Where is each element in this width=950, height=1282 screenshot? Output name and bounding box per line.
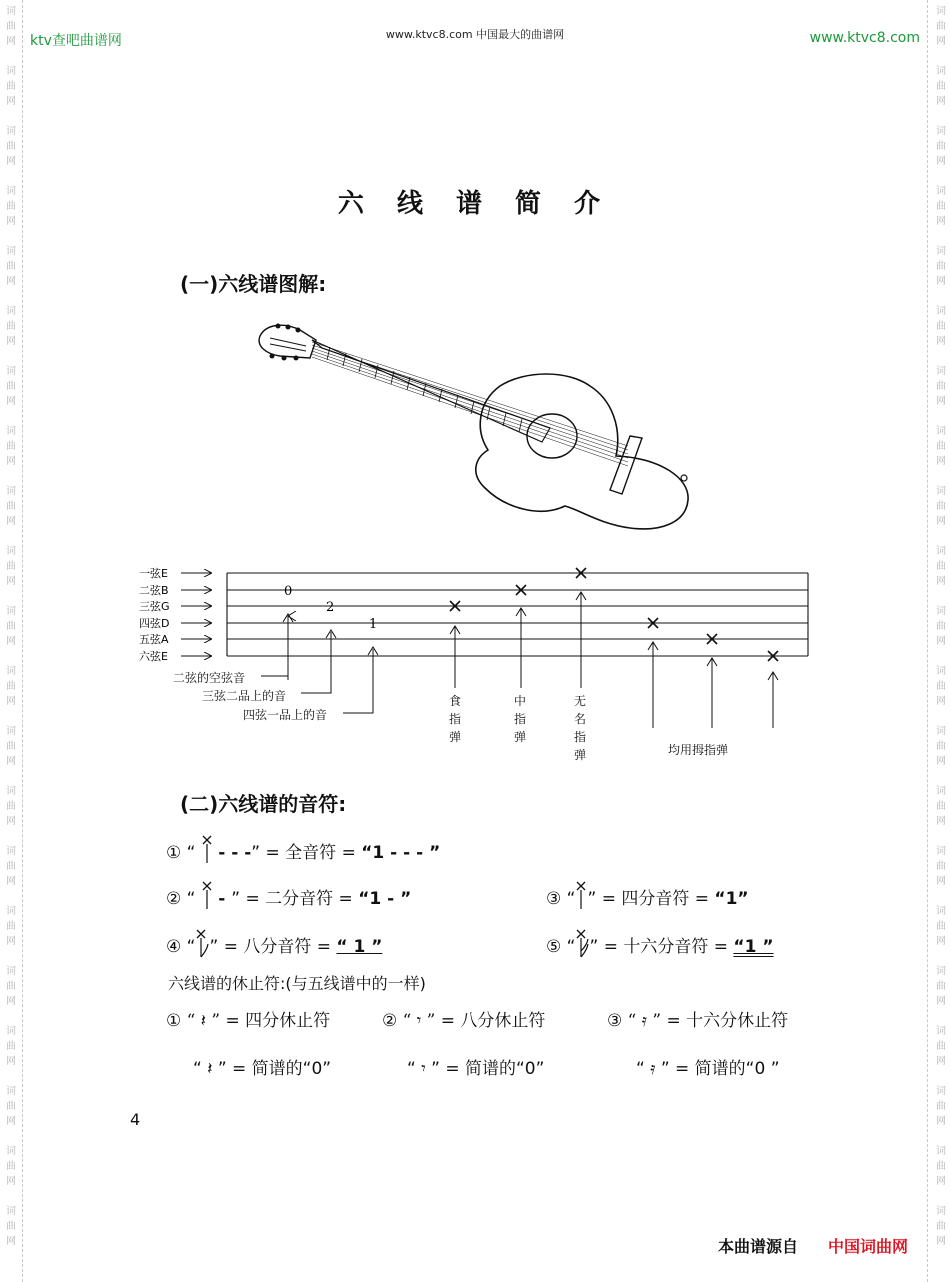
side-watermark-mark: 词 曲 网	[6, 186, 16, 227]
note-whole: ① “ - - -” = 全音符 = “1 - - - ”	[166, 834, 440, 864]
side-watermark-mark: 词 曲 网	[936, 246, 946, 287]
side-watermark-mark: 词 曲 网	[936, 186, 946, 227]
side-watermark-mark: 词 曲 网	[6, 366, 16, 407]
side-watermark-mark: 词 曲 网	[936, 546, 946, 587]
annotation-third-string: 三弦二品上的音	[202, 689, 287, 703]
side-watermark-mark: 词 曲 网	[936, 966, 946, 1007]
side-watermark-mark: 词 曲 网	[6, 486, 16, 527]
side-watermark-mark: 词 曲 网	[6, 846, 16, 887]
string-label-6: 六弦E	[139, 650, 168, 663]
string-label-2: 二弦B	[139, 584, 169, 597]
note-eighth: ④ “ ” = 八分音符 = “ 1 ”	[166, 928, 382, 958]
header-right-url: www.ktvc8.com	[809, 30, 920, 46]
side-watermark-mark: 词 曲 网	[6, 966, 16, 1007]
side-watermark-mark: 词 曲 网	[6, 426, 16, 467]
side-watermark-mark: 词 曲 网	[6, 6, 16, 47]
side-watermark-mark: 词 曲 网	[6, 666, 16, 707]
tab-diagram	[135, 560, 825, 760]
side-watermark-mark: 词 曲 网	[936, 846, 946, 887]
side-watermark-mark: 词 曲 网	[936, 1026, 946, 1067]
fret-number-1: 1	[369, 617, 378, 632]
finger-label-index: 食指弹	[449, 694, 462, 744]
side-watermark-mark: 词 曲 网	[6, 786, 16, 827]
side-watermark-mark: 词 曲 网	[936, 1086, 946, 1127]
rest-equiv-eighth: “ 𝄾 ” = 简谱的“0”	[407, 1059, 545, 1079]
side-watermark-mark: 词 曲 网	[6, 546, 16, 587]
side-watermark-mark: 词 曲 网	[6, 606, 16, 647]
side-watermark-mark: 词 曲 网	[6, 726, 16, 767]
side-watermark-mark: 词 曲 网	[936, 426, 946, 467]
side-watermark-mark: 词 曲 网	[6, 906, 16, 947]
string-label-3: 三弦G	[139, 600, 170, 613]
side-watermark-mark: 词 曲 网	[936, 906, 946, 947]
side-watermark-mark: 词 曲 网	[936, 486, 946, 527]
side-watermark-mark: 词 曲 网	[936, 306, 946, 347]
side-watermark-mark: 词 曲 网	[6, 126, 16, 167]
rest-eighth: ② “ 𝄾 ” = 八分休止符	[382, 1011, 546, 1031]
x-marks	[450, 568, 778, 661]
rest-equiv-quarter: “ 𝄽 ” = 简谱的“0”	[193, 1059, 332, 1079]
side-watermark-mark: 词 曲 网	[6, 1146, 16, 1187]
tab-x-sixteenth-icon	[575, 928, 589, 958]
note-quarter: ③ “ ” = 四分音符 = “1”	[546, 880, 749, 910]
string-label-1: 一弦E	[139, 567, 168, 580]
tab-x-note-icon	[201, 834, 213, 864]
rest-sixteenth: ③ “ 𝄿 ” = 十六分休止符	[607, 1011, 789, 1031]
guitar-illustration	[250, 318, 700, 533]
tab-x-note-icon	[201, 880, 213, 910]
side-watermark-mark: 词 曲 网	[936, 66, 946, 107]
footer-site-link[interactable]: 中国词曲网	[828, 1237, 909, 1256]
section1-heading: (一)六线谱图解:	[180, 272, 327, 296]
finger-label-middle: 中指弹	[514, 694, 527, 744]
side-watermark-mark: 词 曲 网	[6, 1026, 16, 1067]
side-watermark-mark: 词 曲 网	[936, 6, 946, 47]
side-watermark-mark: 词 曲 网	[936, 1206, 946, 1247]
string-label-4: 四弦D	[139, 617, 170, 630]
note-sixteenth: ⑤ “ ” = 十六分音符 = “1 ”	[546, 928, 774, 958]
rest-quarter: ① “ 𝄽 ” = 四分休止符	[166, 1011, 331, 1031]
string-label-5: 五弦A	[139, 633, 169, 646]
finger-label-ring: 无名指弹	[574, 694, 587, 762]
side-watermark-mark: 词 曲 网	[936, 606, 946, 647]
side-watermark-mark: 词 曲 网	[936, 366, 946, 407]
footer-source-label: 本曲谱源自	[718, 1237, 799, 1256]
header-center-text: www.ktvc8.com 中国最大的曲谱网	[385, 28, 565, 41]
side-watermark-mark: 词 曲 网	[936, 726, 946, 767]
side-watermark-mark: 词 曲 网	[6, 66, 16, 107]
side-watermark-mark: 词 曲 网	[936, 1146, 946, 1187]
page-number: 4	[130, 1110, 141, 1129]
side-watermark-mark: 词 曲 网	[936, 786, 946, 827]
side-watermark-mark: 词 曲 网	[936, 666, 946, 707]
section2-heading: (二)六线谱的音符:	[180, 792, 347, 816]
side-watermark-mark: 词 曲 网	[936, 126, 946, 167]
rest-heading: 六线谱的休止符:(与五线谱中的一样)	[168, 974, 426, 993]
side-watermark-mark: 词 曲 网	[6, 1206, 16, 1247]
annotation-fourth-string: 四弦一品上的音	[243, 708, 328, 722]
annotation-open-string: 二弦的空弦音	[173, 671, 246, 685]
header-left-site: ktv查吧曲谱网	[30, 33, 122, 49]
rest-equiv-sixteenth: “ 𝄿 ” = 简谱的“0 ”	[636, 1059, 780, 1079]
side-watermark-mark: 词 曲 网	[6, 246, 16, 287]
fret-number-0: 0	[284, 584, 293, 599]
page-title: 六 线 谱 简 介	[337, 189, 613, 219]
finger-label-thumb: 均用拇指弹	[668, 743, 729, 757]
note-half: ② “ - ” = 二分音符 = “1 - ”	[166, 880, 411, 910]
tab-x-note-icon	[575, 880, 587, 910]
side-watermark-mark: 词 曲 网	[6, 1086, 16, 1127]
fret-number-2: 2	[326, 600, 335, 615]
side-watermark-mark: 词 曲 网	[6, 306, 16, 347]
tab-x-eighth-icon	[195, 928, 209, 958]
